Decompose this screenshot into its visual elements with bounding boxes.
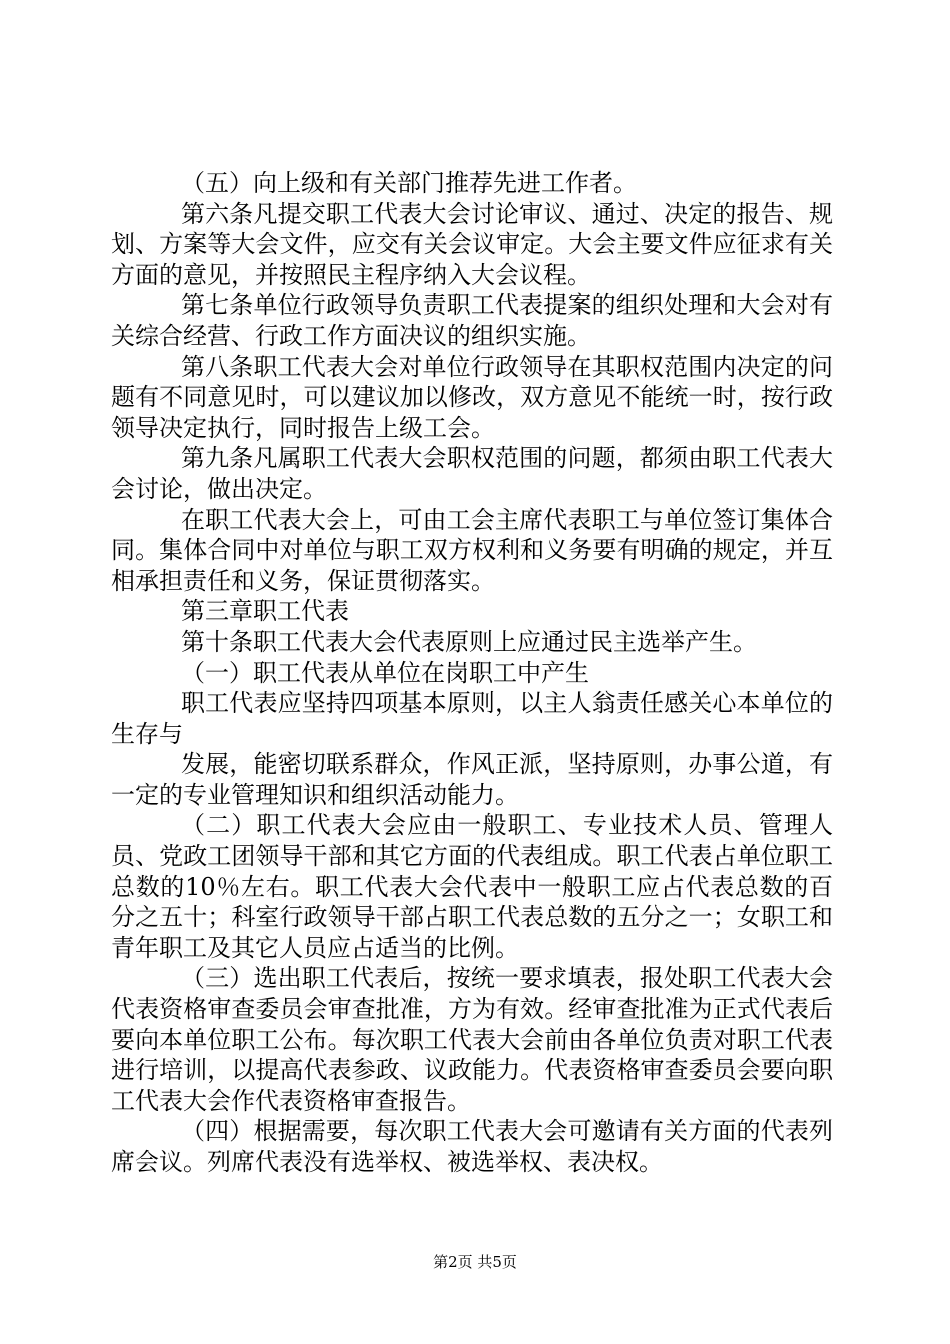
article-10-item-4: （四）根据需要，每次职工代表大会可邀请有关方面的代表列席会议。列席代表没有选举权、被选举权、表决权。: [111, 1117, 833, 1176]
article-10-paragraph: 第十条职工代表大会代表原则上应通过民主选举产生。: [181, 627, 757, 656]
representative-requirements-continued: 发展，能密切联系群众，作风正派，坚持原则，办事公道，有一定的专业管理知识和组织活动能力。: [111, 750, 833, 809]
page-number-footer: 第2页 共5页: [433, 1253, 517, 1271]
article-10-item-2: （二）职工代表大会应由一般职工、专业技术人员、管理人员、党政工团领导干部和其它方面的代表组成。职工代表占单位职工总数的10％左右。职工代表大会代表中一般职工应占代表总数的百分之五十；科室行政领导干部占职工代表总数的五分之一；女职工和青年职工及其它人员应占适当的比例。: [111, 811, 833, 962]
article-7-paragraph: 第七条单位行政领导负责职工代表提案的组织处理和大会对有关综合经营、行政工作方面决议的组织实施。: [111, 291, 833, 350]
article-8-paragraph: 第八条职工代表大会对单位行政领导在其职权范围内决定的问题有不同意见时，可以建议加以修改，双方意见不能统一时，按行政领导决定执行，同时报告上级工会。: [111, 352, 833, 442]
article-9-paragraph: 第九条凡属职工代表大会职权范围的问题，都须由职工代表大会讨论，做出决定。: [111, 444, 833, 503]
article-10-item-3: （三）选出职工代表后，按统一要求填表，报处职工代表大会代表资格审查委员会审查批准，方为有效。经审查批准为正式代表后要向本单位职工公布。每次职工代表大会前由各单位负责对职工代表进行培训，以提高代表参政、议政能力。代表资格审查委员会要向职工代表大会作代表资格审查报告。: [111, 964, 833, 1115]
collective-contract-paragraph: 在职工代表大会上，可由工会主席代表职工与单位签订集体合同。集体合同中对单位与职工双方权利和义务要有明确的规定，并互相承担责任和义务，保证贯彻落实。: [111, 505, 833, 595]
paragraph-item-5: （五）向上级和有关部门推荐先进工作者。: [181, 169, 637, 197]
article-10-item-1: （一）职工代表从单位在岗职工中产生: [181, 658, 589, 687]
article-6-paragraph: 第六条凡提交职工代表大会讨论审议、通过、决定的报告、规划、方案等大会文件，应交有关会议审定。大会主要文件应征求有关方面的意见，并按照民主程序纳入大会议程。: [111, 199, 833, 289]
chapter-3-heading: 第三章职工代表: [181, 597, 349, 626]
document-body: [111, 168, 833, 1178]
representative-requirements-paragraph: 职工代表应坚持四项基本原则，以主人翁责任感关心本单位的生存与: [111, 689, 833, 748]
